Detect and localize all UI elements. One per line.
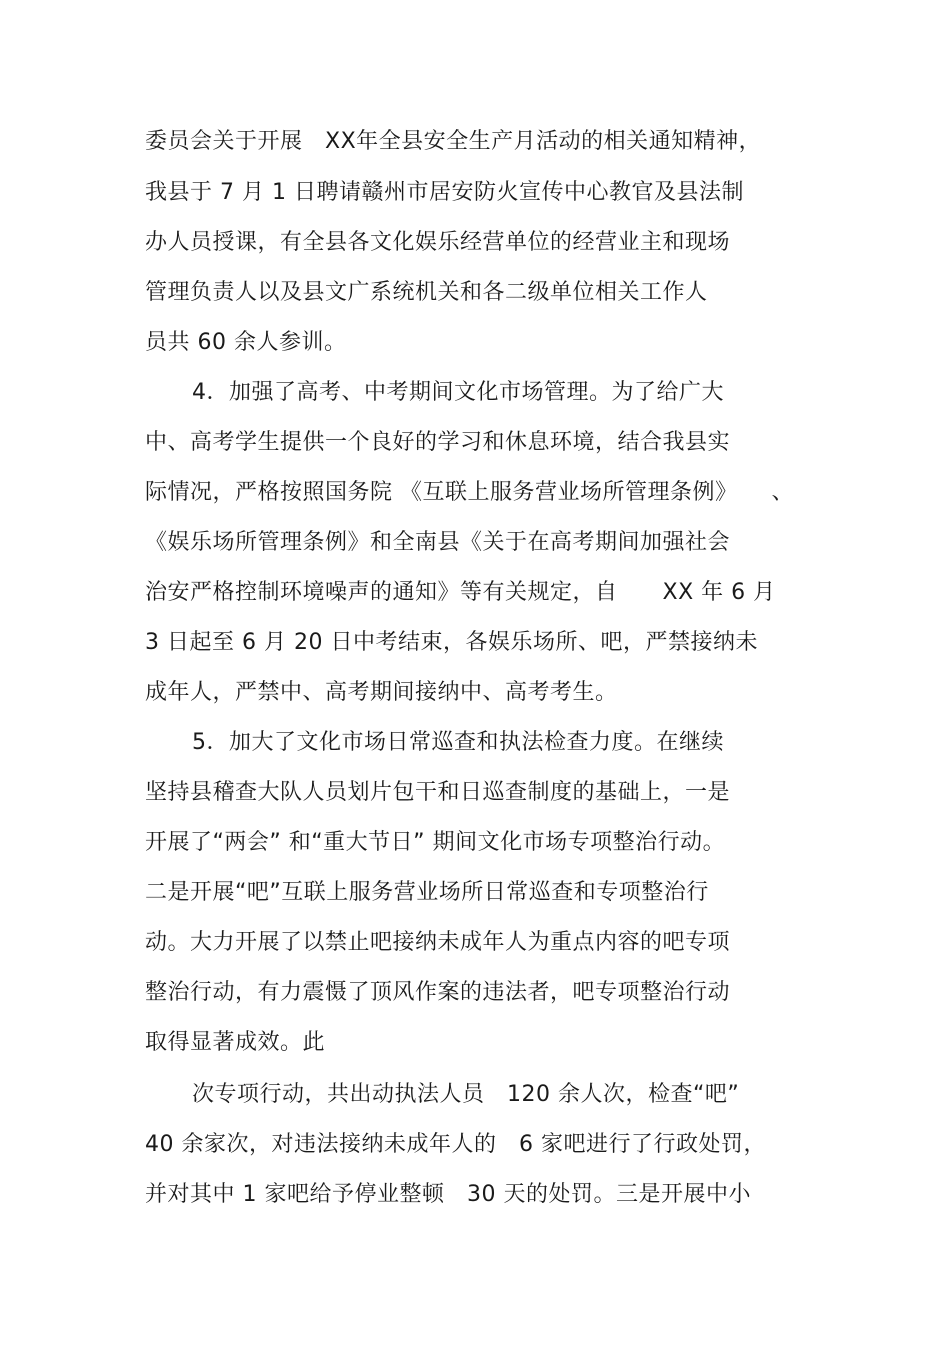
text-line: 中、高考学生提供一个良好的学习和休息环境，结合我县实 <box>145 430 731 455</box>
text-line: 际情况，严格按照国务院 《互联上服务营业场所管理条例》 、 <box>145 480 794 505</box>
text-line: 开展了“两会” 和“重大节日” 期间文化市场专项整治行动。 <box>145 830 726 855</box>
text-line: 整治行动，有力震慑了顶风作案的违法者，吧专项整治行动 <box>145 980 731 1005</box>
text-line: 二是开展“吧”互联上服务营业场所日常巡查和专项整治行 <box>145 880 709 905</box>
text-line: 取得显著成效。此 <box>145 1030 326 1055</box>
text-line: 成年人，严禁中、高考期间接纳中、高考考生。 <box>145 680 618 705</box>
text-line: 次专项行动，共出动执法人员 120 余人次，检查“吧” <box>192 1082 740 1107</box>
text-line: 治安严格控制环境噪声的通知》等有关规定，自 XX 年 6 月 <box>145 580 776 605</box>
text-line: 4．加强了高考、中考期间文化市场管理。为了给广大 <box>192 380 724 405</box>
text-line: 员共 60 余人参训。 <box>145 330 347 355</box>
text-line: 办人员授课，有全县各文化娱乐经营单位的经营业主和现场 <box>145 230 731 255</box>
text-line: 《娱乐场所管理条例》和全南县《关于在高考期间加强社会 <box>145 530 731 555</box>
text-line: 委员会关于开展 XX年全县安全生产月活动的相关通知精神， <box>145 129 762 154</box>
text-line: 3 日起至 6 月 20 日中考结束，各娱乐场所、吧，严禁接纳未 <box>145 630 758 655</box>
text-line: 坚持县稽查大队人员划片包干和日巡查制度的基础上，一是 <box>145 780 731 805</box>
text-line: 5．加大了文化市场日常巡查和执法检查力度。在继续 <box>192 730 724 755</box>
text-line: 我县于 7 月 1 日聘请赣州市居安防火宣传中心教官及县法制 <box>145 180 744 205</box>
text-line: 并对其中 1 家吧给予停业整顿 30 天的处罚。三是开展中小 <box>145 1182 751 1207</box>
text-line: 40 余家次，对违法接纳未成年人的 6 家吧进行了行政处罚， <box>145 1132 766 1157</box>
text-line: 动。大力开展了以禁止吧接纳未成年人为重点内容的吧专项 <box>145 930 731 955</box>
text-line: 管理负责人以及县文广系统机关和各二级单位相关工作人 <box>145 280 708 305</box>
